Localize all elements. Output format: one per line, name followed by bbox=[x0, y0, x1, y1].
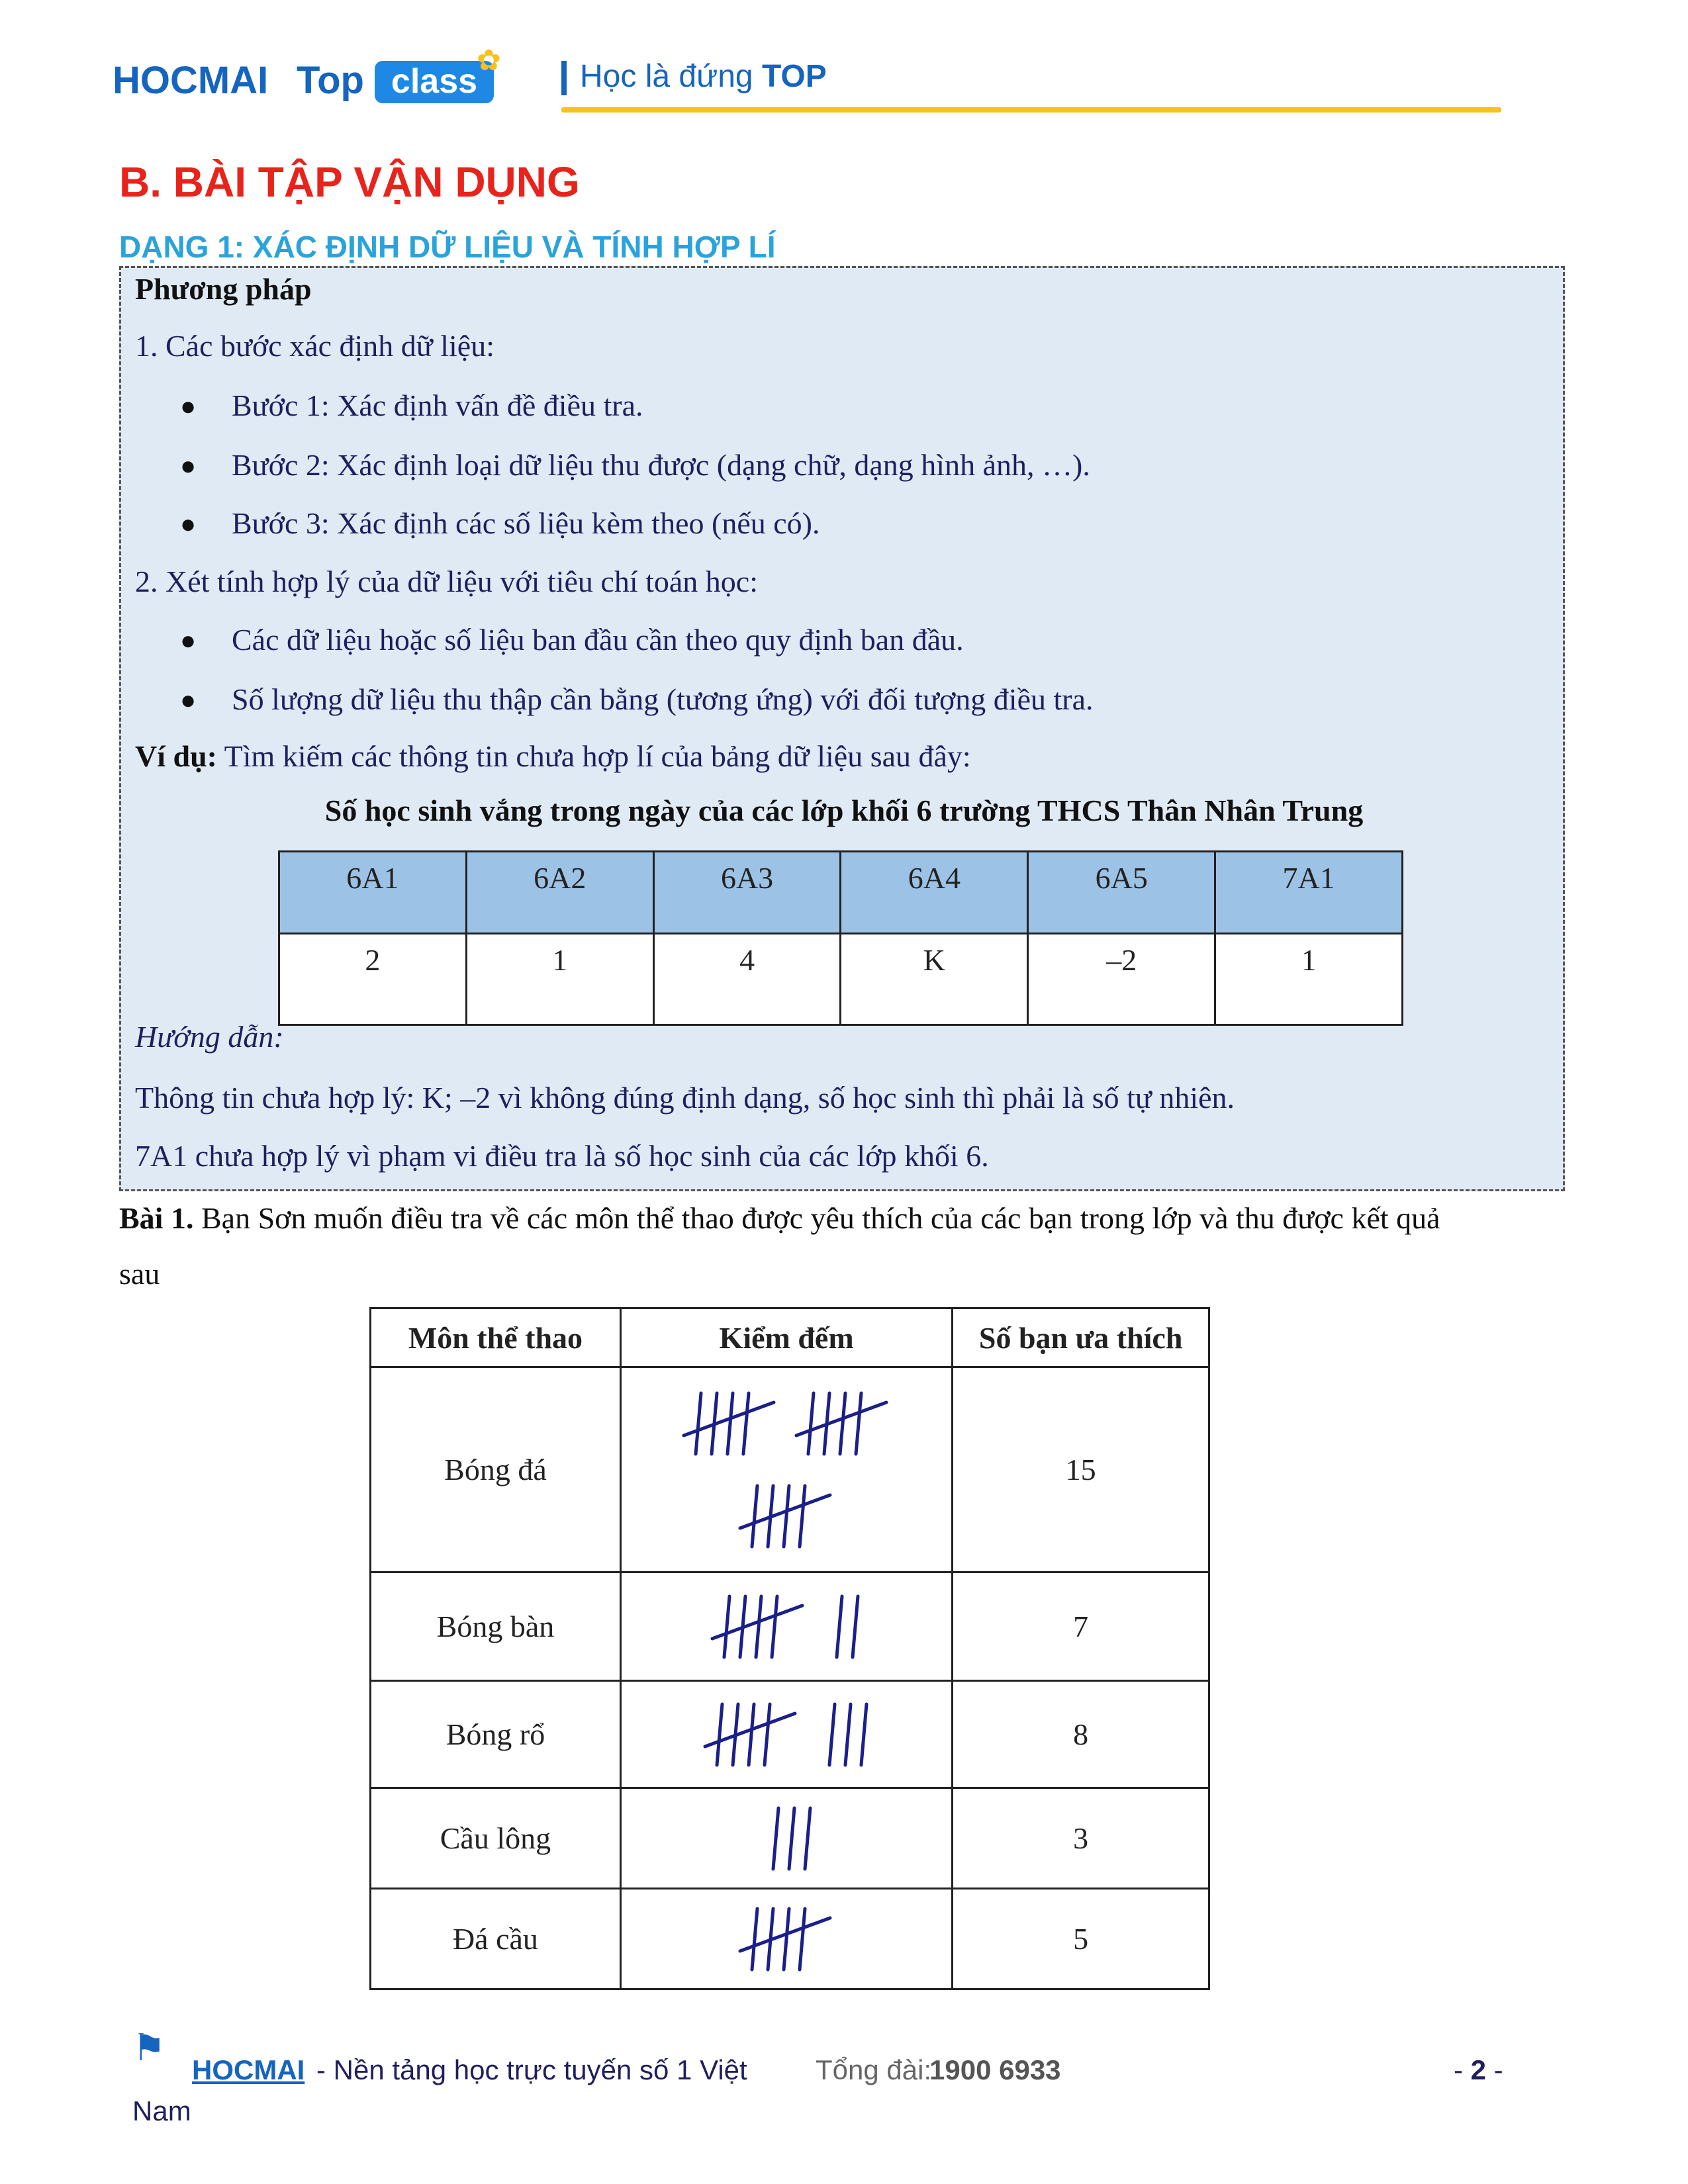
table-row bbox=[371, 1681, 1209, 1788]
tally-marks bbox=[667, 1390, 906, 1549]
example-table-header-row bbox=[279, 852, 1403, 934]
sport-cell: Đá cầu bbox=[371, 1889, 621, 1989]
tally-stroke bbox=[800, 1486, 805, 1547]
section-title: B. BÀI TẬP VẬN DỤNG bbox=[119, 158, 580, 206]
exercise-prompt-cont: sau bbox=[119, 1257, 160, 1291]
bullet-icon: ● bbox=[180, 509, 197, 539]
logo-class-badge: class bbox=[375, 61, 494, 103]
example-value-cell: 1 bbox=[466, 934, 653, 1025]
sport-cell: Bóng bàn bbox=[371, 1572, 621, 1681]
header-count: Số bạn ưa thích bbox=[953, 1308, 1209, 1367]
tally-stroke bbox=[805, 1808, 810, 1869]
tally-stroke bbox=[772, 1596, 777, 1657]
tally-stroke bbox=[727, 1393, 733, 1454]
bullet-icon: ● bbox=[180, 391, 197, 421]
table-row bbox=[371, 1367, 1209, 1572]
example-header-cell: 6A3 bbox=[653, 852, 841, 934]
example-value-cell: 1 bbox=[1215, 934, 1403, 1025]
example-table-value-row bbox=[279, 934, 1403, 1025]
tally-stroke bbox=[752, 1909, 757, 1970]
tally-stroke bbox=[765, 1704, 770, 1765]
tally-marks bbox=[667, 1805, 906, 1872]
tally-stroke bbox=[696, 1393, 701, 1454]
tally-stroke bbox=[789, 1808, 794, 1869]
steps-title: 1. Các bước xác định dữ liệu: bbox=[135, 329, 494, 363]
header-tally: Kiểm đếm bbox=[620, 1308, 952, 1367]
step-item: Bước 1: Xác định vấn đề điều tra. bbox=[232, 388, 643, 422]
tally-stroke bbox=[773, 1808, 778, 1869]
count-cell: 8 bbox=[953, 1681, 1209, 1788]
example-line: Ví dụ: Tìm kiếm các thông tin chưa hợp lí của bảng dữ liệu sau đây: bbox=[135, 739, 971, 773]
example-header-cell: 6A1 bbox=[279, 852, 467, 934]
tally-stroke bbox=[856, 1393, 861, 1454]
tally-stroke bbox=[829, 1704, 835, 1765]
sport-cell: Cầu lông bbox=[371, 1788, 621, 1889]
example-table-title: Số học sinh vắng trong ngày của các lớp khối 6 trường THCS Thân Nhân Trung bbox=[324, 794, 1364, 827]
example-header-cell: 7A1 bbox=[1215, 852, 1403, 934]
tagline: Học là đứng TOP bbox=[580, 59, 827, 94]
exercise-prompt: Bài 1. Bạn Sơn muốn điều tra về các môn thể thao được yêu thích của các bạn trong lớp và thu được kết quả bbox=[119, 1201, 1440, 1235]
tally-stroke bbox=[837, 1596, 842, 1657]
example-value-cell: 2 bbox=[279, 934, 467, 1025]
tagline-divider bbox=[561, 61, 567, 95]
tally-stroke bbox=[784, 1486, 789, 1547]
tally-stroke bbox=[784, 1909, 789, 1970]
footer-hotline-label: Tổng đài: bbox=[816, 2054, 932, 2085]
subsection-title: DẠNG 1: XÁC ĐỊNH DỮ LIỆU VÀ TÍNH HỢP LÍ bbox=[119, 230, 776, 264]
example-value-cell: K bbox=[841, 934, 1028, 1025]
count-cell: 5 bbox=[953, 1889, 1209, 1989]
tally-marks bbox=[667, 1702, 906, 1768]
count-cell: 3 bbox=[953, 1788, 1209, 1889]
tally-marks bbox=[667, 1594, 906, 1660]
header-sport: Môn thể thao bbox=[371, 1308, 621, 1367]
sport-cell: Bóng đá bbox=[371, 1367, 621, 1572]
tally-stroke bbox=[800, 1909, 805, 1970]
step-item: Bước 2: Xác định loại dữ liệu thu được (dạng chữ, dạng hình ảnh, …). bbox=[232, 448, 1090, 482]
footer-brand-link[interactable]: HOCMAI bbox=[192, 2054, 305, 2085]
tally-stroke bbox=[749, 1704, 754, 1765]
count-cell: 7 bbox=[953, 1572, 1209, 1681]
tally-header-row bbox=[371, 1308, 1209, 1367]
table-row bbox=[371, 1788, 1209, 1889]
example-header-cell: 6A5 bbox=[1028, 852, 1215, 934]
example-header-cell: 6A2 bbox=[466, 852, 653, 934]
guide-line: Thông tin chưa hợp lý: K; –2 vì không đúng định dạng, số học sinh thì phải là số tự nhiên. bbox=[135, 1081, 1235, 1115]
tally-stroke bbox=[840, 1393, 845, 1454]
logo-hocmai-text: HOCMAI bbox=[113, 59, 269, 102]
tally-stroke bbox=[752, 1486, 757, 1547]
reasons-title: 2. Xét tính hợp lý của dữ liệu với tiêu chí toán học: bbox=[135, 565, 759, 598]
example-table bbox=[278, 850, 1403, 1026]
tally-stroke bbox=[808, 1393, 814, 1454]
sports-tally-table bbox=[369, 1307, 1210, 1990]
tally-stroke bbox=[853, 1596, 858, 1657]
tally-stroke bbox=[743, 1393, 749, 1454]
tally-stroke bbox=[717, 1704, 722, 1765]
reason-item: Số lượng dữ liệu thu thập cần bằng (tương ứng) với đối tượng điều tra. bbox=[232, 682, 1094, 716]
tally-stroke bbox=[756, 1596, 761, 1657]
tally-marks bbox=[667, 1906, 906, 1972]
count-cell: 15 bbox=[953, 1367, 1209, 1572]
example-value-cell: 4 bbox=[653, 934, 841, 1025]
table-row bbox=[371, 1572, 1209, 1681]
footer-description-cont: Nam bbox=[132, 2095, 191, 2126]
example-header-cell: 6A4 bbox=[841, 852, 1028, 934]
tally-cell bbox=[620, 1889, 952, 1989]
page-number: - 2 - bbox=[1454, 2054, 1503, 2085]
bullet-icon: ● bbox=[180, 625, 197, 655]
tally-cell bbox=[620, 1788, 952, 1889]
example-value-cell: –2 bbox=[1028, 934, 1215, 1025]
logo-top-text: Top bbox=[297, 59, 364, 102]
tally-stroke bbox=[724, 1596, 729, 1657]
footer-hotline-number: 1900 6933 bbox=[929, 2054, 1061, 2085]
tally-cell bbox=[620, 1681, 952, 1788]
guide-label: Hướng dẫn: bbox=[135, 1020, 284, 1054]
sport-cell: Bóng rổ bbox=[371, 1681, 621, 1788]
footer-description: - Nền tảng học trực tuyến số 1 Việt bbox=[316, 2054, 747, 2085]
tally-stroke bbox=[845, 1704, 851, 1765]
logo-sun-icon: ✿ bbox=[477, 44, 501, 77]
bullet-icon: ● bbox=[180, 451, 197, 480]
header-rule bbox=[561, 107, 1501, 113]
tally-cell bbox=[620, 1572, 952, 1681]
method-heading: Phương pháp bbox=[135, 272, 312, 306]
hocmai-logo-icon: ⚑ bbox=[132, 2026, 166, 2070]
tally-stroke bbox=[861, 1704, 867, 1765]
table-row bbox=[371, 1889, 1209, 1989]
tally-cell bbox=[620, 1367, 952, 1572]
reason-item: Các dữ liệu hoặc số liệu ban đầu cần theo quy định ban đầu. bbox=[232, 623, 964, 657]
step-item: Bước 3: Xác định các số liệu kèm theo (nếu có). bbox=[232, 506, 820, 540]
guide-line: 7A1 chưa hợp lý vì phạm vi điều tra là số học sinh của các lớp khối 6. bbox=[135, 1139, 989, 1173]
bullet-icon: ● bbox=[180, 685, 197, 715]
